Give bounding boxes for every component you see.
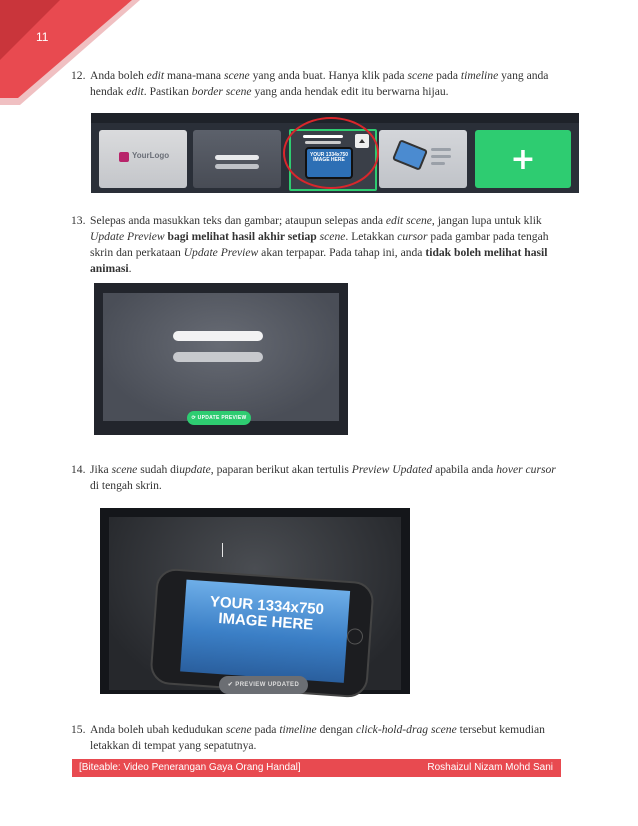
phone-screen [180, 580, 350, 683]
plus-icon: + [510, 141, 536, 177]
text-line-icon [431, 148, 451, 151]
item-number: 14. [71, 463, 86, 476]
text-line-icon [215, 164, 259, 169]
text-line-icon [215, 155, 259, 160]
page-footer [72, 759, 561, 777]
highlight-circle [283, 117, 379, 189]
list-item [71, 68, 561, 100]
scene-thumbnail-logo[interactable] [99, 130, 187, 188]
text-cursor-icon [222, 543, 223, 557]
item-text: Selepas anda masukkan teks dan gambar; ataupun selepas anda edit scene, jangan lupa untuk klik Update Preview bagi melihat hasil akhir setiap scene. Letakkan cursor pada gambar pada tengah skrin dan perkataan Update Preview akan terpapar. Pada tahap ini, anda tidak boleh melihat hasil animasi. [90, 214, 549, 275]
text-line-icon [431, 162, 445, 165]
mini-image-text: YOUR 1334x750 IMAGE HERE [309, 152, 349, 163]
list-item [71, 722, 561, 754]
preview-stage [109, 517, 401, 690]
list-item [71, 462, 561, 494]
scene-thumbnail-phone[interactable] [379, 130, 467, 188]
update-preview-screenshot [94, 283, 348, 435]
item-number: 12. [71, 69, 86, 82]
update-preview-button[interactable]: ⟳ UPDATE PREVIEW [187, 411, 251, 425]
preview-panel [103, 293, 339, 421]
item-text: Jika scene sudah diupdate, paparan berikut akan tertulis Preview Updated apabila anda hover cursor di tengah skrin. [90, 463, 556, 492]
footer-author: Roshaizul Nizam Mohd Sani [427, 762, 553, 773]
preview-updated-badge: ✔ PREVIEW UPDATED [219, 676, 308, 694]
item-number: 15. [71, 723, 86, 736]
page-number: 11 [36, 30, 49, 44]
text-line-icon [173, 331, 263, 341]
phone-icon [392, 139, 428, 171]
footer-title: [Biteable: Video Penerangan Gaya Orang Handal] [79, 762, 301, 773]
home-button-icon [346, 628, 363, 645]
text-line-icon [173, 352, 263, 362]
logo-text: YourLogo [132, 151, 170, 160]
item-number: 13. [71, 214, 86, 227]
preview-updated-screenshot [100, 508, 410, 694]
logo-icon [119, 152, 129, 162]
item-text: Anda boleh edit mana-mana scene yang anda buat. Hanya klik pada scene pada timeline yang anda hendak edit. Pastikan border scene yang anda hendak edit itu berwarna hijau. [90, 69, 549, 98]
list-item [71, 213, 561, 277]
item-text: Anda boleh ubah kedudukan scene pada timeline dengan click-hold-drag scene tersebut kemudian letakkan di tempat yang sepatutnya. [90, 723, 545, 752]
add-scene-button[interactable] [475, 130, 571, 188]
scene-thumbnail-text[interactable] [193, 130, 281, 188]
image-placeholder-text: YOUR 1334x750 IMAGE HERE [209, 593, 325, 634]
text-line-icon [431, 155, 451, 158]
